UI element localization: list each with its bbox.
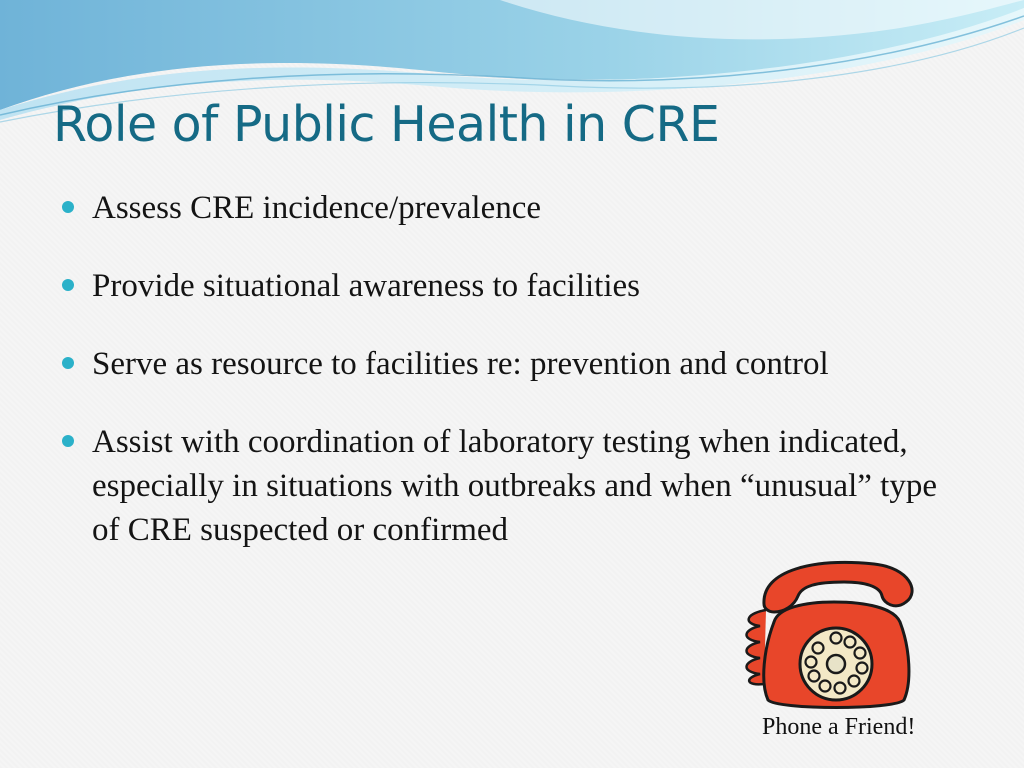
bullet-text: Assess CRE incidence/prevalence <box>92 190 542 226</box>
bullet-list <box>62 186 962 552</box>
bullet-dot-icon <box>62 357 74 369</box>
bullet-item <box>62 264 962 308</box>
image-caption: Phone a Friend! <box>762 714 916 740</box>
bullet-item <box>62 186 962 230</box>
rotary-telephone-icon <box>734 552 920 712</box>
bullet-dot-icon <box>62 279 74 291</box>
bullet-dot-icon <box>62 435 74 447</box>
slide-title: Role of Public Health in CRE <box>53 96 720 153</box>
bullet-text: Provide situational awareness to facilities <box>92 268 641 304</box>
bullet-dot-icon <box>62 201 74 213</box>
bullet-text: Assist with coordination of laboratory testing when indicated, especially in situations with outbreaks and when “unusual” type of CRE suspected or confirmed <box>92 424 937 548</box>
bullet-item <box>62 420 962 552</box>
bullet-text: Serve as resource to facilities re: prevention and control <box>92 346 829 382</box>
bullet-item <box>62 342 962 386</box>
